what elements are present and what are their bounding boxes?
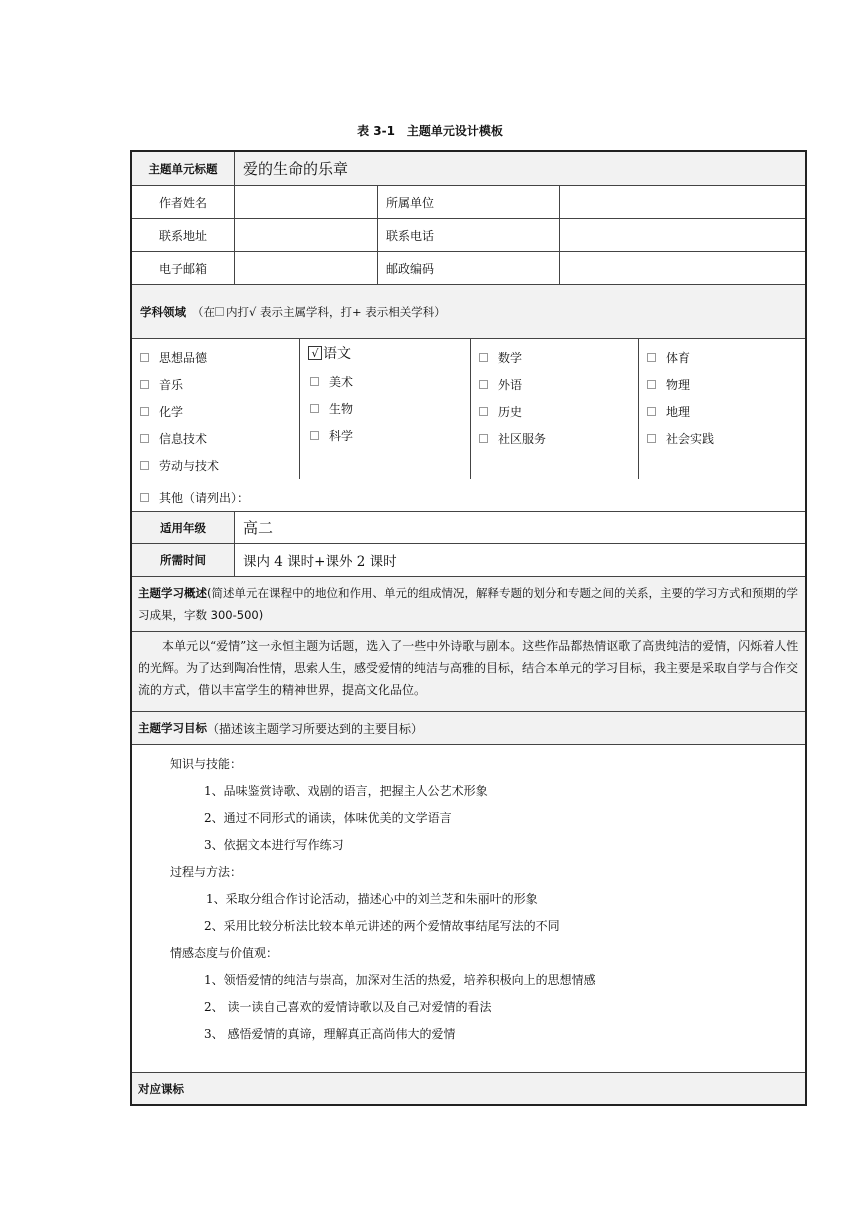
subject-option[interactable] — [310, 427, 353, 444]
subject-label: 科学 — [329, 429, 354, 443]
objective-item: 2、通过不同形式的诵读，体味优美的文学语言 — [204, 811, 452, 825]
objective-item: 2、 读一读自己喜欢的爱情诗歌以及自己对爱情的看法 — [204, 1000, 492, 1014]
info-row-author — [132, 186, 805, 219]
checkbox-icon[interactable] — [479, 380, 488, 389]
time-label: 所需时间 — [132, 544, 235, 576]
checkbox-icon[interactable] — [140, 434, 149, 443]
grade-label: 适用年级 — [132, 512, 235, 543]
checkbox-icon[interactable] — [140, 353, 149, 362]
postcode-label: 邮政编码 — [378, 252, 560, 284]
unit-field[interactable] — [560, 186, 805, 218]
topic-label: 主题单元标题 — [132, 152, 235, 185]
email-field[interactable] — [235, 252, 378, 284]
objective-item: 3、 感悟爱情的真谛，理解真正高尚伟大的爱情 — [204, 1027, 456, 1041]
address-field[interactable] — [235, 219, 378, 251]
info-row-address — [132, 219, 805, 252]
subject-label: 地理 — [666, 405, 691, 419]
subject-option-other[interactable] — [140, 489, 249, 506]
subject-option[interactable] — [310, 373, 353, 390]
subject-option[interactable] — [479, 349, 522, 366]
objective-item: 1、采取分组合作讨论活动，描述心中的刘兰芝和朱丽叶的形象 — [206, 892, 538, 906]
checkbox-icon[interactable] — [479, 407, 488, 416]
subject-label: 语文 — [323, 346, 351, 362]
subject-area-label: 学科领域 — [140, 304, 186, 319]
subject-label: 信息技术 — [159, 432, 208, 446]
checkbox-icon[interactable] — [479, 353, 488, 362]
subject-area-text — [132, 285, 805, 338]
subject-area-note-b: 内打√ 表示主属学科，打+ 表示相关学科） — [226, 304, 446, 319]
objective-section-title: 过程与方法： — [170, 865, 243, 879]
objective-item: 1、品味鉴赏诗歌、戏剧的语言，把握主人公艺术形象 — [204, 784, 488, 798]
subject-option[interactable] — [647, 403, 690, 420]
checkbox-icon[interactable] — [647, 434, 656, 443]
subjects-divider — [470, 339, 471, 479]
subject-label: 音乐 — [159, 378, 184, 392]
phone-label: 联系电话 — [378, 219, 560, 251]
subject-option[interactable] — [479, 376, 522, 393]
subject-label: 美术 — [329, 375, 354, 389]
template-table — [130, 150, 807, 1106]
subject-option[interactable] — [479, 430, 546, 447]
grade-value[interactable]: 高二 — [243, 519, 274, 537]
subject-label: 体育 — [666, 351, 691, 365]
time-value[interactable]: 课内 4 课时+课外 2 课时 — [243, 554, 397, 570]
subject-option[interactable] — [140, 376, 183, 393]
topic-value[interactable]: 爱的生命的乐章 — [243, 160, 349, 178]
checkbox-icon[interactable] — [140, 380, 149, 389]
objective-section-title: 知识与技能： — [170, 757, 243, 771]
unit-label: 所属单位 — [378, 186, 560, 218]
topic-row — [132, 152, 805, 186]
standards-row — [132, 1073, 805, 1104]
checkbox-icon[interactable] — [140, 407, 149, 416]
phone-field[interactable] — [560, 219, 805, 251]
subject-option[interactable] — [140, 349, 207, 366]
subject-label: 化学 — [159, 405, 184, 419]
subject-option[interactable] — [140, 403, 183, 420]
checkbox-icon[interactable] — [479, 434, 488, 443]
objective-section-title: 情感态度与价值观： — [170, 946, 279, 960]
subjects-divider — [638, 339, 639, 479]
overview-note: (简述单元在课程中的地位和作用、单元的组成情况，解释专题的划分和专题之间的关系，主要的学习方式和预期的学习成果，字数 300-500) — [138, 586, 798, 622]
subject-option-checked[interactable] — [308, 343, 351, 363]
subject-option[interactable] — [647, 430, 714, 447]
overview-header — [132, 577, 805, 632]
checkbox-icon[interactable] — [310, 431, 319, 440]
checkbox-icon[interactable] — [140, 461, 149, 470]
subject-label: 数学 — [498, 351, 523, 365]
subject-option[interactable] — [310, 400, 353, 417]
info-row-email — [132, 252, 805, 285]
subject-label: 物理 — [666, 378, 691, 392]
checkbox-icon[interactable] — [140, 493, 149, 502]
subject-area-note-a: （在 — [192, 304, 215, 319]
objectives-body — [132, 745, 805, 1073]
subject-option[interactable] — [647, 349, 690, 366]
overview-body — [132, 632, 805, 712]
subject-label: 外语 — [498, 378, 523, 392]
subjects-divider — [299, 339, 300, 479]
author-label: 作者姓名 — [132, 186, 235, 218]
subject-option[interactable] — [140, 430, 207, 447]
subject-label: 思想品德 — [159, 351, 208, 365]
subject-label: 劳动与技术 — [159, 459, 220, 473]
checkbox-icon[interactable] — [647, 407, 656, 416]
objectives-note: （描述该主题学习所要达到的主要目标） — [207, 721, 424, 736]
overview-header-text — [138, 582, 799, 626]
overview-text[interactable]: 本单元以“爱情”这一永恒主题为话题，选入了一些中外诗歌与剧本。这些作品都热情讴歌了高贵纯洁的爱情，闪烁着人性的光辉。为了达到陶冶性情，思索人生，感受爱情的纯洁与高雅的目标，结合本单元的学习目标，我主要是采取自学与合作交流的方式，借以丰富学生的精神世界，提高文化品位。 — [138, 639, 799, 697]
subject-label: 历史 — [498, 405, 523, 419]
subject-area-header — [132, 285, 805, 339]
objectives-header-text — [132, 712, 805, 744]
table-caption: 表 3-1 主题单元设计模板 — [357, 124, 503, 138]
checkbox-icon[interactable] — [647, 353, 656, 362]
subject-label: 生物 — [329, 402, 354, 416]
postcode-field[interactable] — [560, 252, 805, 284]
subject-option[interactable] — [647, 376, 690, 393]
subject-option[interactable] — [140, 457, 219, 474]
checkbox-icon[interactable] — [647, 380, 656, 389]
address-label: 联系地址 — [132, 219, 235, 251]
email-label: 电子邮箱 — [132, 252, 235, 284]
time-row — [132, 544, 805, 577]
checkbox-sample-icon — [215, 307, 224, 316]
objective-item: 2、采用比较分析法比较本单元讲述的两个爱情故事结尾写法的不同 — [204, 919, 560, 933]
subject-label: 其他（请列出）： — [159, 491, 250, 505]
objectives-header — [132, 712, 805, 745]
overview-label: 主题学习概述 — [138, 586, 207, 600]
objective-item: 1、领悟爱情的纯洁与崇高，加深对生活的热爱，培养积极向上的思想情感 — [204, 973, 596, 987]
grade-row — [132, 511, 805, 544]
subjects-block — [132, 339, 805, 511]
author-field[interactable] — [235, 186, 378, 218]
standards-label: 对应课标 — [138, 1081, 184, 1096]
subject-label: 社会实践 — [666, 432, 715, 446]
checkbox-icon[interactable] — [310, 377, 319, 386]
subject-option[interactable] — [479, 403, 522, 420]
checkbox-icon[interactable] — [310, 404, 319, 413]
objective-item: 3、依据文本进行写作练习 — [204, 838, 344, 852]
objectives-label: 主题学习目标 — [138, 721, 207, 735]
checkmark-icon[interactable]: √ — [308, 346, 322, 360]
subject-label: 社区服务 — [498, 432, 547, 446]
